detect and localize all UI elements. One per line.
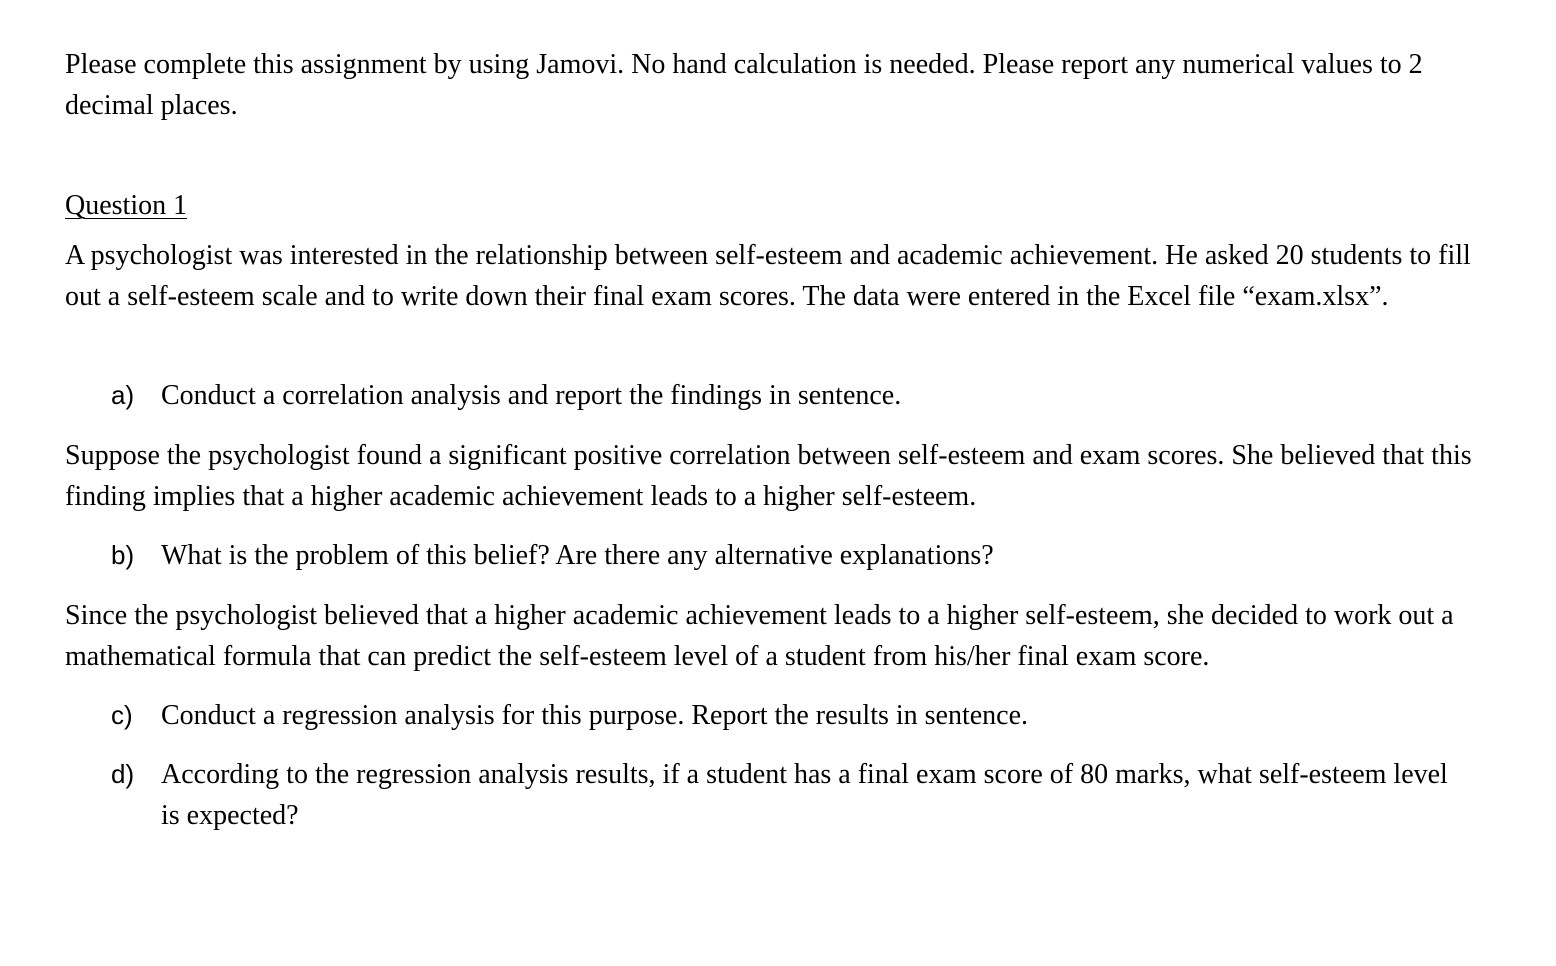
- instructions-paragraph: Please complete this assignment by using Jamovi. No hand calculation is needed. Please report any numerical values to 2 decimal places.: [65, 49, 1423, 121]
- sub-question-text: What is the problem of this belief? Are there any alternative explanations?: [161, 540, 994, 571]
- question-context-paragraph: A psychologist was interested in the relationship between self-esteem and academic achievement. He asked 20 students to fill out a self-esteem scale and to write down their final exam scores. The data were entered in the Excel file “exam.xlsx”.: [65, 240, 1471, 312]
- sub-question-text: Conduct a regression analysis for this purpose. Report the results in sentence.: [161, 700, 1029, 731]
- sub-question-letter: a): [111, 380, 135, 410]
- sub-question-text: According to the regression analysis results, if a student has a final exam score of 80 marks, what self-esteem level is expected?: [161, 759, 1448, 831]
- since-paragraph: Since the psychologist believed that a higher academic achievement leads to a higher self-esteem, she decided to work out a mathematical formula that can predict the self-esteem level of a student from his/her final exam score.: [65, 600, 1454, 672]
- sub-question-d: [111, 754, 1471, 836]
- sub-question-a: [111, 375, 1471, 416]
- sub-question-letter: b): [111, 540, 135, 570]
- sub-question-letter: c): [111, 700, 133, 730]
- suppose-paragraph: Suppose the psychologist found a significant positive correlation between self-esteem and exam scores. She believed that this finding implies that a higher academic achievement leads to a higher self-esteem.: [65, 440, 1472, 512]
- sub-question-c: [111, 695, 1471, 736]
- sub-question-letter: d): [111, 759, 135, 789]
- question-heading: Question 1: [65, 190, 188, 221]
- sub-question-b: [111, 535, 1471, 576]
- sub-question-text: Conduct a correlation analysis and report the findings in sentence.: [161, 380, 902, 411]
